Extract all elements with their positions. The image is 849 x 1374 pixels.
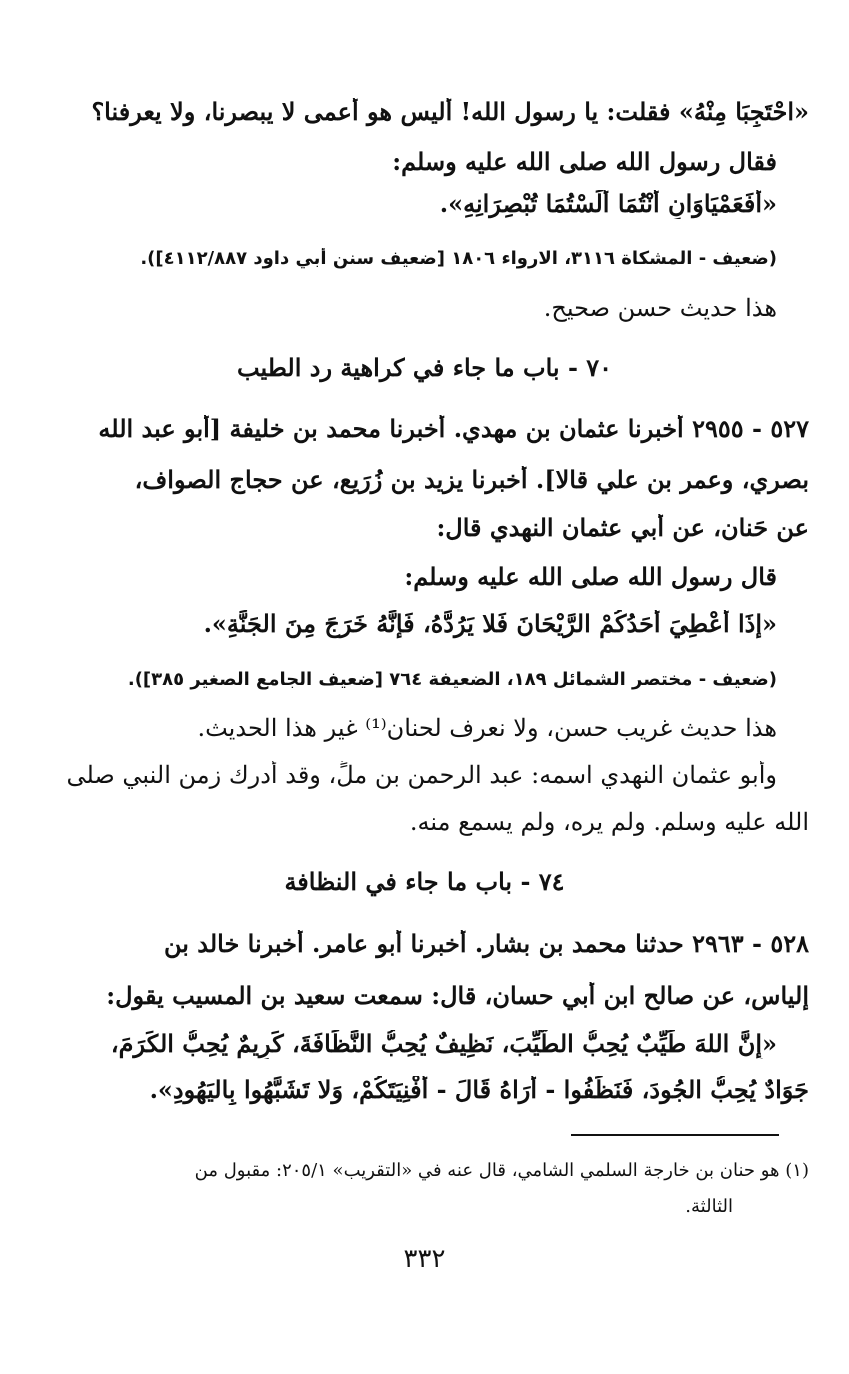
grading-line-1: هذا حديث حسن صحيح. — [543, 294, 777, 322]
hadith-text-2: «إذَا أُعْطِيَ أَحَدُكُمْ الرَّيْحَانَ فَلا يَرُدَّهُ، فَإِنَّهُ خَرَجَ مِنَ الجَنَّةِ». — [203, 610, 777, 638]
hadith-text-3a: «إِنَّ اللهَ طَيِّبٌ يُحِبُّ الطَّيِّبَ، نَظِيفٌ يُحِبُّ النَّظَافَةَ، كَرِيمٌ يُحِبُّ الكَرَمَ، — [110, 1030, 777, 1058]
grading-line-2: هذا حديث غريب حسن، ولا نعرف لحنان⁽¹⁾ غير هذا الحديث. — [197, 714, 777, 742]
page-number: ٣٣٢ — [403, 1244, 446, 1274]
isnad-line-3: عن حَنان، عن أبي عثمان النهدي قال: — [436, 514, 809, 542]
isnad-line-4: ٥٢٨ - ٢٩٦٣ حدثنا محمد بن بشار. أخبرنا أبو عامر. أخبرنا خالد بن — [163, 930, 809, 958]
chapter-heading-74: ٧٤ - باب ما جاء في النظافة — [284, 868, 565, 896]
chapter-heading-70: ٧٠ - باب ما جاء في كراهية رد الطيب — [236, 354, 613, 382]
isnad-line-1: ٥٢٧ - ٢٩٥٥ أخبرنا عثمان بن مهدي. أخبرنا محمد بن خليفة [أبو عبد الله — [98, 415, 809, 443]
footnote-line-1: (١) هو حنان بن خارجة السلمي الشامي، قال عنه في «التقريب» ٢٠٥/١: مقبول من — [194, 1160, 809, 1181]
text-line-1: «احْتَجِبَا مِنْهُ» فقلت: يا رسول الله! أليس هو أعمى لا يبصرنا، ولا يعرفنا؟ — [91, 98, 809, 126]
hadith-text-3b: جَوَادٌ يُحِبُّ الجُودَ، فَنَظِّفُوا - أُرَاهُ قَالَ - أَفْنِيَتَكُمْ، وَلا تَشَبَّهُوا بِاليَهُودِ». — [149, 1076, 809, 1104]
isnad-line-5: إلياس، عن صالح ابن أبي حسان، قال: سمعت سعيد بن المسيب يقول: — [106, 982, 809, 1010]
footnote-divider — [571, 1134, 779, 1136]
narrator-note-line-1: وأبو عثمان النهدي اسمه: عبد الرحمن بن ملٍّ، وقد أدرك زمن النبي صلى — [66, 761, 777, 789]
hadith-text-1: «أَفَعَمْيَاوَانِ أَنْتُمَا أَلَسْتُمَا تُبْصِرَانِهِ». — [439, 190, 777, 218]
reference-line-1: (ضعيف - المشكاة ٣١١٦، الارواء ١٨٠٦ [ضعيف سنن أبي داود ٤١١٢/٨٨٧]). — [140, 248, 777, 269]
narrator-note-line-2: الله عليه وسلم. ولم يره، ولم يسمع منه. — [409, 808, 809, 836]
footnote-line-2: الثالثة. — [685, 1196, 733, 1217]
text-line-9: قال رسول الله صلى الله عليه وسلم: — [404, 563, 777, 591]
reference-line-2: (ضعيف - مختصر الشمائل ١٨٩، الضعيفة ٧٦٤ [ضعيف الجامع الصغير ٣٨٥]). — [127, 669, 777, 690]
isnad-line-2: بصري، وعمر بن علي قالا]. أخبرنا يزيد بن زُرَيع، عن حجاج الصواف، — [134, 466, 809, 494]
text-line-2: فقال رسول الله صلى الله عليه وسلم: — [392, 148, 777, 176]
